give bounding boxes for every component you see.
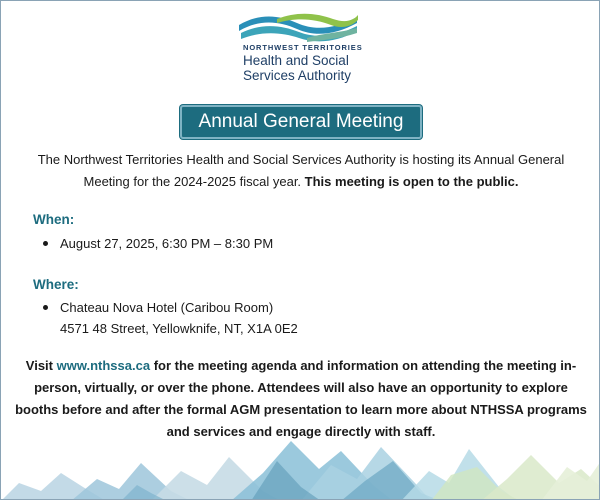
intro-text: The Northwest Territories Health and Social Services Authority is hosting its Annual General Meeting for the 2024-2025 fiscal year. (37, 152, 565, 189)
logo-name-line2: Services Authority (243, 68, 352, 83)
logo-name (243, 53, 373, 83)
where-line1: Chateau Nova Hotel (Caribou Room) (60, 300, 274, 315)
website-link[interactable]: www.nthssa.ca (56, 358, 151, 373)
when-item-text: August 27, 2025, 6:30 PM – 8:30 PM (60, 236, 274, 251)
when-label: When: (33, 212, 75, 227)
visit-prefix: Visit (25, 358, 53, 373)
where-label: Where: (33, 277, 79, 292)
where-line2: 4571 48 Street, Yellowknife, NT, X1A 0E2 (60, 321, 298, 336)
logo-waves-icon (237, 11, 359, 45)
logo-name-line1: Health and Social (243, 53, 349, 68)
bullet-icon (43, 305, 48, 310)
logo-org-line: NORTHWEST TERRITORIES (243, 43, 363, 52)
mountains-decoration (1, 421, 600, 500)
bullet-icon (43, 241, 48, 246)
page-title: Annual General Meeting (180, 105, 422, 139)
intro-paragraph (21, 149, 581, 193)
visit-text: for the meeting agenda and information on attending the meeting in-person, virtually, or over the phone. Attendees will also have an opportunity to explore booths before and after the formal AGM presentation to learn more about NTHSSA programs and services and engage directly with staff. (15, 358, 587, 439)
intro-emphasis: This meeting is open to the public. (304, 174, 519, 189)
